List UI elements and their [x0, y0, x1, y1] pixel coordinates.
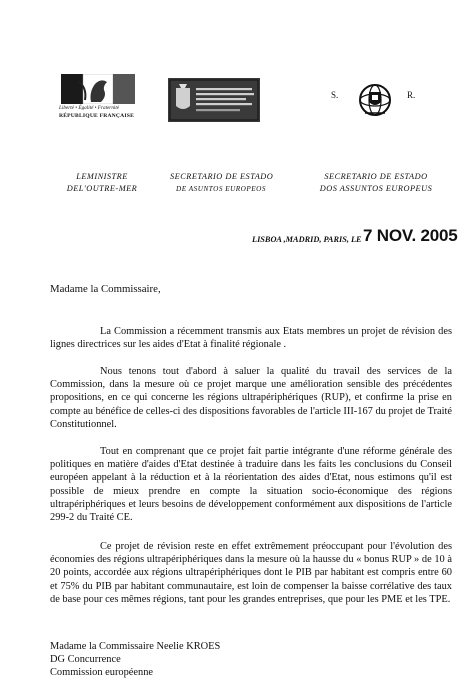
header-col-portugal-line2: DOS ASSUNTOS EUROPEUS	[319, 184, 433, 193]
letter-date: 7 NOV. 2005	[363, 226, 458, 245]
portuguese-logo	[331, 80, 423, 124]
logo-letter-s: S.	[331, 90, 339, 100]
header-col-portugal-line1: SECRETARIO DE ESTADO	[324, 172, 428, 181]
header-col-portugal	[318, 171, 434, 195]
republic-name: RÉPUBLIQUE FRANÇAISE	[59, 113, 135, 119]
body-paragraph-3	[50, 445, 452, 524]
body-paragraph-4	[50, 540, 452, 606]
body-paragraph-3-text: Tout en comprenant que ce projet fait partie intégrante d'une réforme générale des politiques en matière d'aides d'Etat destinée à traduire dans les faits les conclusions du Conseil européen appelant à la réduction et à la réorientation des aides d'Etat, nous estimons qu'il est possible de mieux prendre en compte la situation socio-économique des régions ultrapériphériques et leurs besoins de développement conformément aux dispositions de l'article 299-2 du Traité CE.	[50, 446, 452, 524]
spanish-coat-of-arms-icon	[168, 78, 260, 122]
portuguese-armillary-sphere-icon	[355, 80, 395, 120]
body-paragraph-2-text: Nous tenons tout d'abord à saluer la qualité du travail des services de la Commission, dans la mesure où ce projet marque une amélioration sensible des précédentes propositions, en ce qui concerne les régions ultrapériphériques (RUP), et confirme la prise en compte au bénéfice de celles-ci des dispositions favorables de l'article III-167 du projet de Traité Constitutionnel.	[50, 366, 452, 430]
header-col-spain	[170, 171, 272, 195]
header-col-spain-line1: SECRETARIO DE ESTADO	[170, 172, 274, 181]
republic-motto: Liberté • Égalité • Fraternité	[59, 105, 120, 111]
header-col-ministre	[53, 171, 151, 195]
recipient-dept: DG Concurrence	[50, 653, 121, 665]
french-republic-logo	[55, 74, 145, 126]
recipient-block	[50, 641, 220, 679]
body-paragraph-2	[50, 365, 452, 431]
place-line: LISBOA ,MADRID, PARIS, LE	[252, 235, 362, 244]
logo-letter-r: R.	[407, 90, 416, 100]
spanish-ministry-logo	[168, 78, 260, 122]
body-paragraph-1	[50, 325, 452, 351]
recipient-name: Madame la Commissaire Neelie KROES	[50, 641, 221, 652]
header-col-ministre-line1: LEMINISTRE	[76, 172, 128, 181]
body-paragraph-1-text: La Commission a récemment transmis aux Etats membres un projet de révision des lignes directrices sur les aides d'Etat à finalité régionale .	[50, 326, 452, 351]
body-paragraph-4-text: Ce projet de révision reste en effet extrêmement préoccupant pour l'évolution des économies des régions ultrapériphériques dans la mesure où la hausse du « bonus RUP » de 10 à 20 points, accordée aux régions ultrapériphériques dont le PIB par habitant est compris entre 60 et 75% du PIB par habitant communautaire, est loin de compenser la baisse corrélative des taux de base pour ces mêmes régions, tant pour les grandes entreprises, que pour les PME et les TPE.	[50, 541, 452, 605]
header-col-ministre-line2: DEL'OUTRE-MER	[66, 184, 138, 193]
marianne-emblem-icon	[61, 74, 135, 104]
salutation: Madame la Commissaire,	[50, 283, 161, 295]
header-col-spain-line2: DE ASUNTOS EUROPEOS	[176, 185, 266, 193]
recipient-org: Commission européenne	[50, 666, 154, 678]
